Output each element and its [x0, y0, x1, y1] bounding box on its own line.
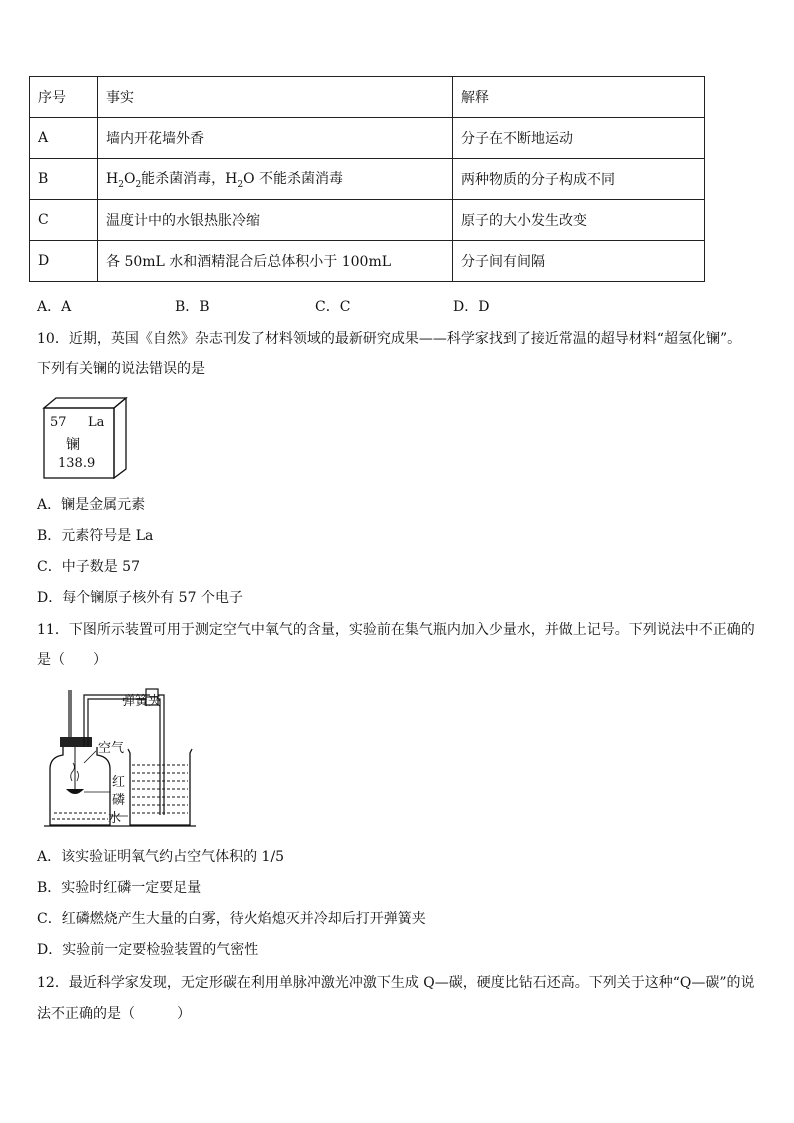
table-row: [30, 241, 705, 282]
q10-option-b[interactable]: B．元素符号是 La: [37, 528, 154, 544]
row-fact: 温度计中的水银热胀冷缩: [98, 200, 453, 241]
q10-stem-line1: 10．近期，英国《自然》杂志刊发了材料领域的最新研究成果——科学家找到了接近常温的超导材料“超氢化镧”。: [37, 331, 742, 347]
table-row: [30, 159, 705, 200]
q12-stem-line2: 法不正确的是（ ）: [37, 1006, 191, 1022]
q10-option-a[interactable]: A．镧是金属元素: [37, 497, 146, 513]
q11-option-a[interactable]: A．该实验证明氧气约占空气体积的 1/5: [37, 849, 285, 865]
header-fact: 事实: [98, 77, 453, 118]
atomic-mass: 138.9: [58, 456, 96, 471]
q11-stem-line1: 11．下图所示装置可用于测定空气中氧气的含量，实验前在集气瓶内加入少量水，并做上记号。下列说法中不正确的: [37, 622, 755, 638]
facts-table: [29, 76, 705, 282]
air-label: 空气: [98, 741, 125, 756]
q9-option-d[interactable]: D．D: [453, 299, 490, 315]
q12-stem-line1: 12．最近科学家发现，无定形碳在利用单脉冲激光冲激下生成 Q—碳，硬度比钻石还高。下列关于这种“Q—碳”的说: [37, 975, 755, 991]
row-explanation: 原子的大小发生改变: [453, 200, 705, 241]
lanthanum-element-cell: [36, 397, 132, 479]
red-phosphorus-label-2: 磷: [112, 793, 126, 808]
header-serial: 序号: [30, 77, 98, 118]
q11-option-b[interactable]: B．实验时红磷一定要足量: [37, 880, 202, 896]
red-phosphorus-label-1: 红: [112, 775, 126, 790]
row-id: C: [30, 200, 98, 241]
oxygen-experiment-apparatus: [40, 685, 210, 830]
table-row: [30, 118, 705, 159]
clamp-label: 弹簧夹: [122, 694, 162, 709]
row-fact: $H_2O_2$能杀菌消毒，$H_2O$ 不能杀菌消毒: [98, 159, 453, 200]
element-symbol: La: [88, 415, 105, 430]
q10-option-d[interactable]: D．每个镧原子核外有 57 个电子: [37, 590, 243, 606]
q10-stem-line2: 下列有关镧的说法错误的是: [37, 361, 205, 377]
q9-options: [37, 296, 489, 316]
q11-stem-line2: 是（ ）: [37, 652, 107, 668]
row-id: D: [30, 241, 98, 282]
row-id: B: [30, 159, 98, 200]
q9-option-b[interactable]: B．B: [175, 299, 210, 315]
q10-option-c[interactable]: C．中子数是 57: [37, 559, 140, 575]
q11-option-d[interactable]: D．实验前一定要检验装置的气密性: [37, 942, 259, 958]
row-fact: 各 50mL 水和酒精混合后总体积小于 100mL: [98, 241, 453, 282]
table-header-row: [30, 77, 705, 118]
row-fact: 墙内开花墙外香: [98, 118, 453, 159]
q9-option-c[interactable]: C．C: [315, 299, 351, 315]
row-explanation: 两种物质的分子构成不同: [453, 159, 705, 200]
table-row: [30, 200, 705, 241]
element-name: 镧: [66, 437, 80, 453]
row-explanation: 分子在不断地运动: [453, 118, 705, 159]
header-explanation: 解释: [453, 77, 705, 118]
q9-option-a[interactable]: A．A: [37, 299, 72, 315]
row-explanation: 分子间有间隔: [453, 241, 705, 282]
row-id: A: [30, 118, 98, 159]
atomic-number: 57: [50, 415, 67, 430]
water-label: 水: [108, 811, 122, 826]
q11-option-c[interactable]: C．红磷燃烧产生大量的白雾，待火焰熄灭并冷却后打开弹簧夹: [37, 911, 426, 927]
